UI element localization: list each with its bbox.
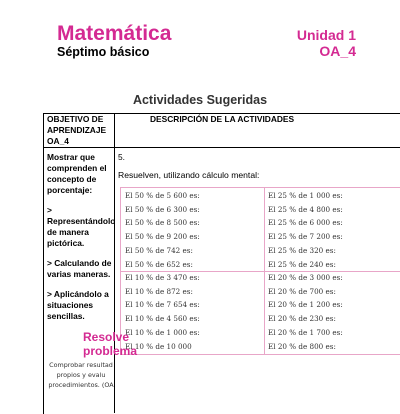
exercise-item: El 25 % de 1 000 es: (268, 191, 343, 200)
description-column-header: DESCRIPCIÓN DE LA ACTIVIDADES (150, 114, 295, 124)
exercise-item: El 10 % de 10 000 (125, 341, 192, 351)
grade-level: Séptimo básico (57, 45, 150, 59)
exercise-item: El 20 % de 700 es: (268, 286, 336, 296)
oa-code: OA_4 (319, 43, 356, 59)
exercise-item: El 10 % de 4 560 es: (125, 314, 200, 324)
exercise-item: El 10 % de 3 470 es: (125, 273, 200, 282)
section-title: Actividades Sugeridas (132, 93, 268, 107)
resolve-heading-line: problema (83, 344, 138, 358)
exercise-item: El 20 % de 800 es: (268, 341, 336, 351)
activity-instruction: Resuelven, utilizando cálculo mental: (118, 170, 260, 180)
activity-number: 5. (118, 152, 125, 162)
objective-item: > Representándolo de manera pictórica. (47, 205, 116, 248)
exercise-item: El 50 % de 8 500 es: (125, 218, 200, 228)
exercise-item: El 20 % de 1 200 es: (268, 300, 343, 310)
exercise-item: El 20 % de 1 700 es: (268, 327, 343, 337)
exercise-item: El 20 % de 230 es: (268, 314, 336, 324)
exercise-item: El 50 % de 6 300 es: (125, 204, 200, 214)
objective-item: > Aplicándolo a situaciones sencillas. (47, 289, 109, 321)
resolve-problems-heading (83, 330, 137, 358)
exercise-list-20 (268, 271, 343, 353)
exercise-item: El 10 % de 872 es: (125, 286, 193, 296)
exercise-item: El 50 % de 5 600 es: (125, 191, 200, 200)
exercise-item: El 25 % de 7 200 es: (268, 232, 343, 242)
objective-item: Mostrar que comprenden el concepto de porcentaje: (47, 152, 107, 195)
table-header-divider (43, 147, 400, 148)
resolve-problems-description: Comprobar resultad propios y evalu procedimientos. (OA (48, 361, 114, 389)
objective-item: > Calculando de varias maneras. (47, 258, 112, 279)
exercise-item: El 10 % de 7 654 es: (125, 300, 200, 310)
unit-number: Unidad 1 (296, 27, 356, 43)
exercise-item: El 25 % de 4 800 es: (268, 204, 343, 214)
exercise-item: El 25 % de 6 000 es: (268, 218, 343, 228)
objective-list (47, 152, 117, 331)
subject-title: Matemática (57, 22, 172, 45)
exercise-item: El 25 % de 320 es: (268, 245, 336, 255)
exercise-item: El 25 % de 240 es: (268, 259, 336, 269)
objective-column-header: OBJETIVO DE APRENDIZAJE OA_4 (47, 114, 107, 146)
exercise-item: El 10 % de 1 000 es: (125, 327, 200, 337)
exercise-item: El 50 % de 652 es: (125, 259, 193, 269)
unit-label (297, 27, 356, 59)
exercise-item: El 50 % de 9 200 es: (125, 232, 200, 242)
resolve-heading-line: Resolve (83, 330, 130, 344)
exercise-item: El 50 % de 742 es: (125, 245, 193, 255)
exercise-item: El 20 % de 3 000 es: (268, 273, 343, 282)
exercise-list-25 (268, 189, 343, 271)
exercise-list-50 (125, 189, 200, 271)
